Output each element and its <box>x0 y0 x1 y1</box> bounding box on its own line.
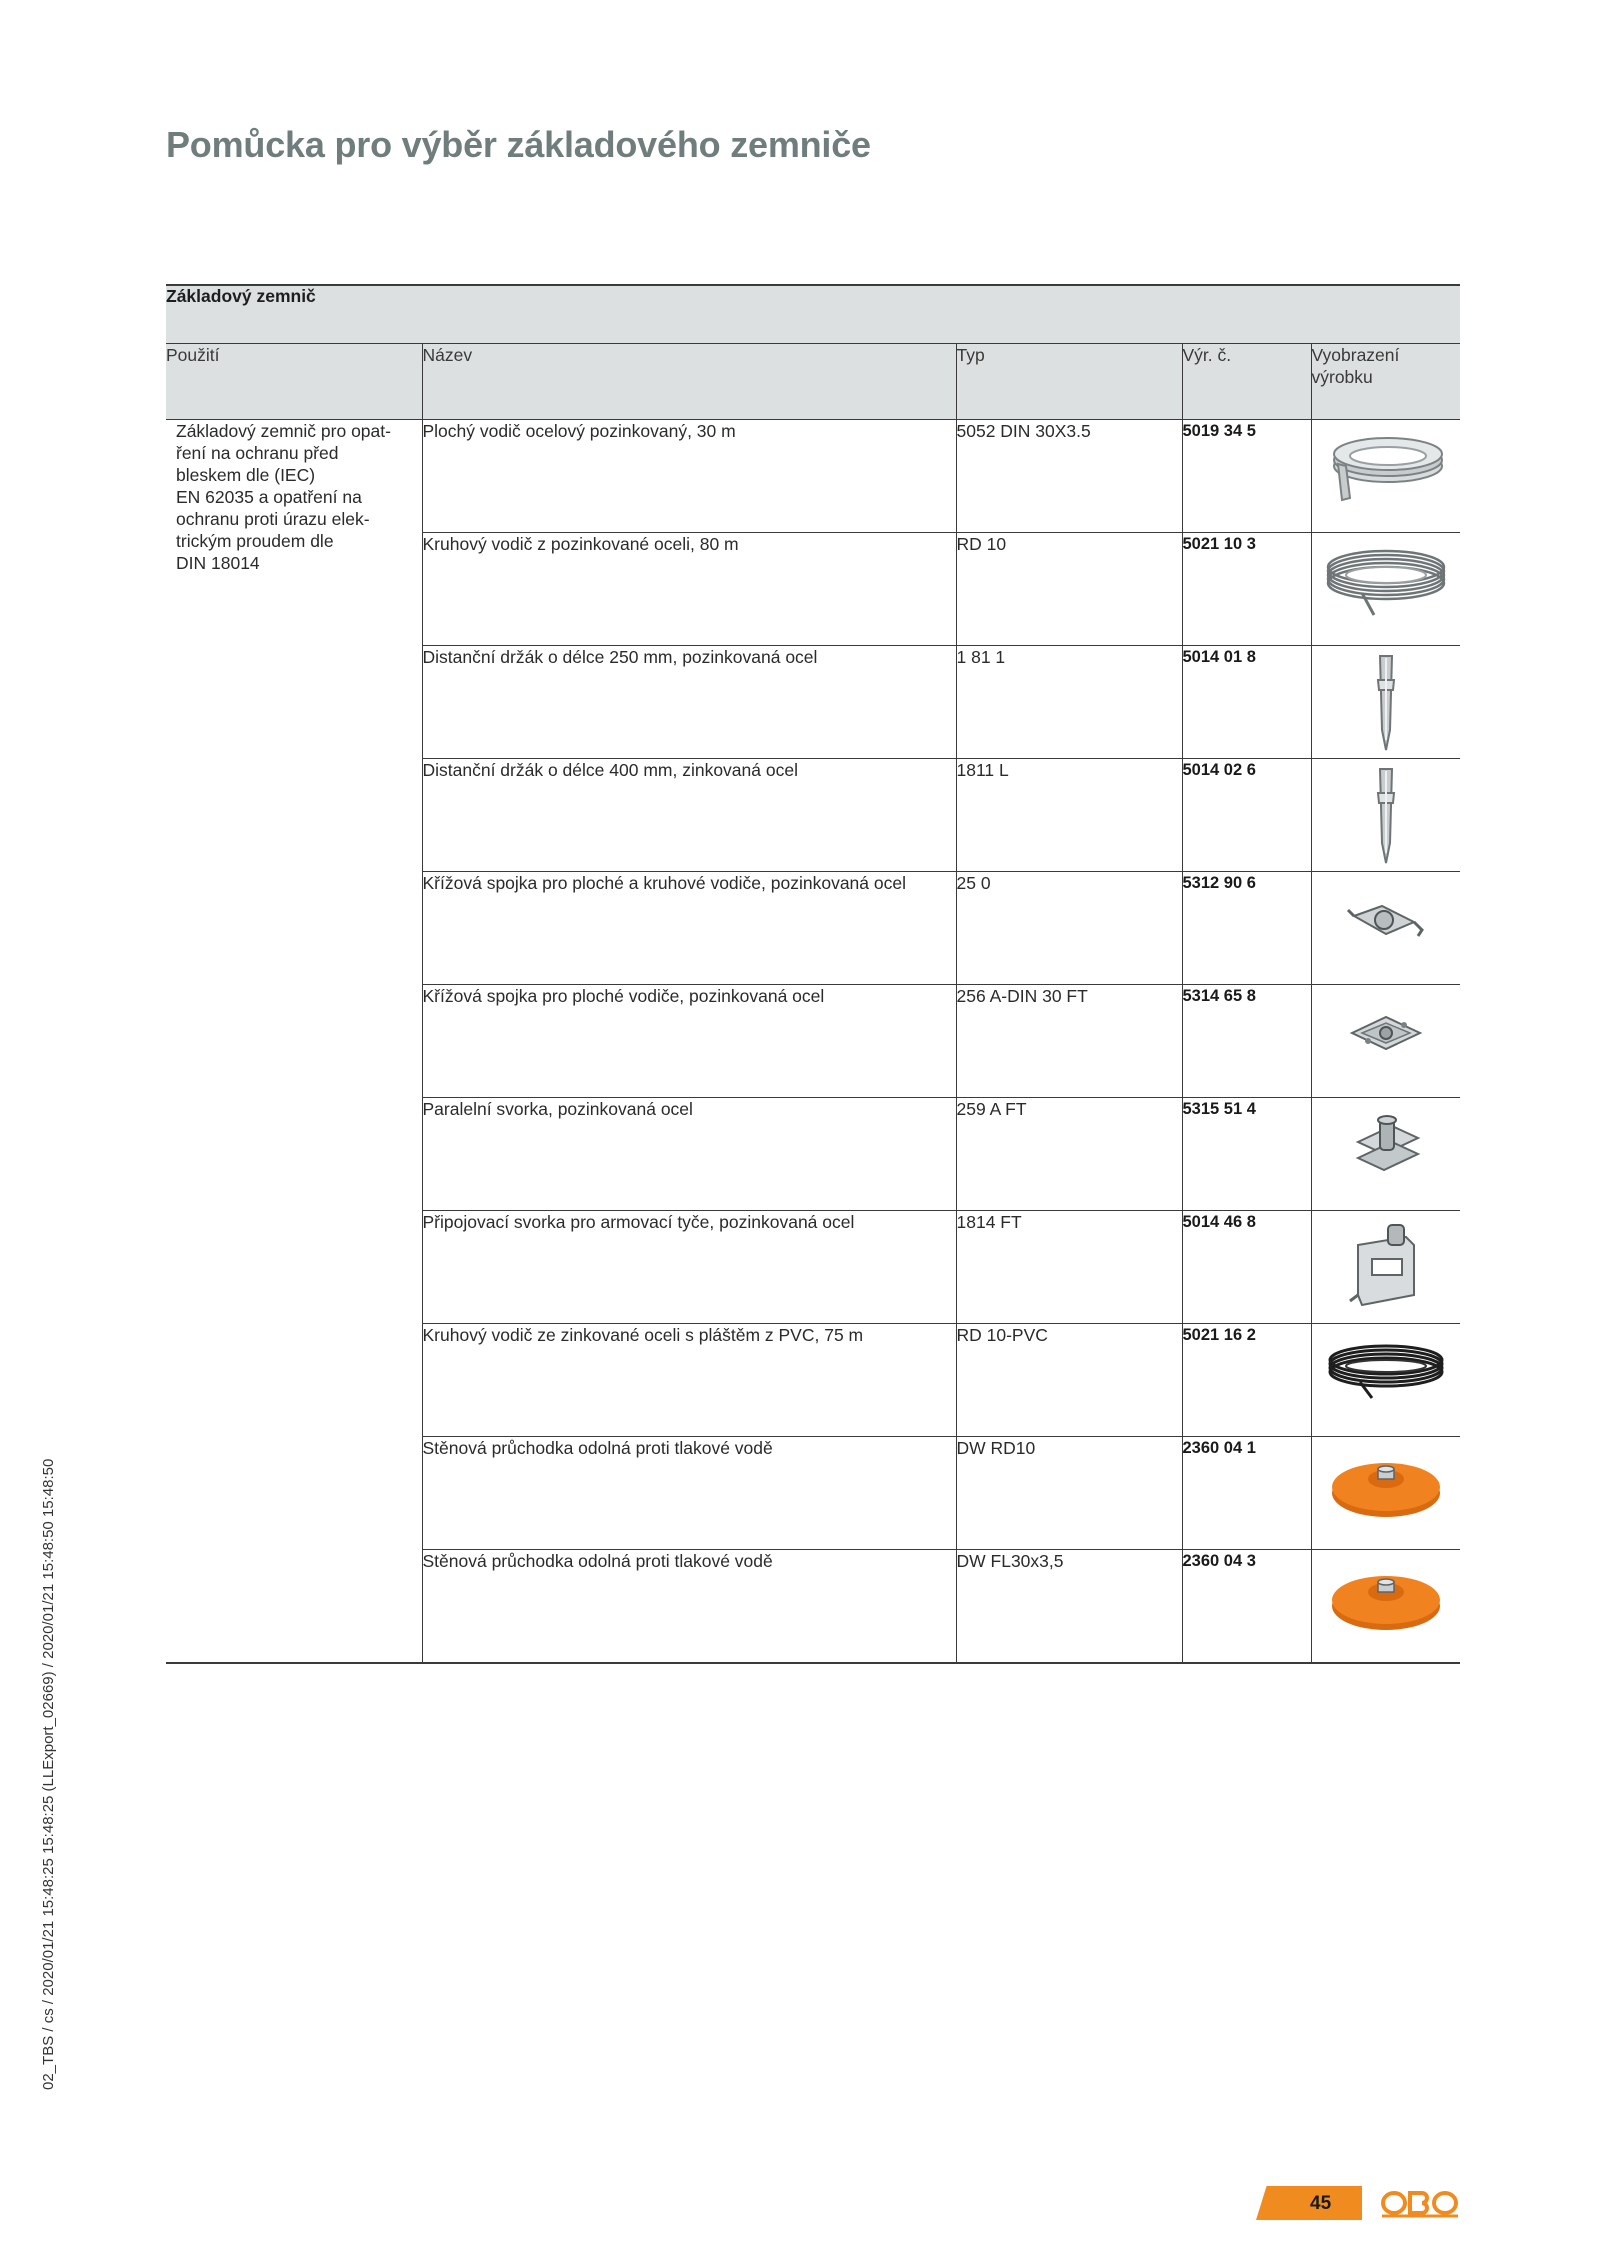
column-header-type: Typ <box>956 343 1182 419</box>
wall-bushing-icon <box>1312 1441 1461 1531</box>
round-wire-coil-icon <box>1312 537 1461 627</box>
product-name-cell: Distanční držák o délce 250 mm, pozinkovaná ocel <box>422 645 956 758</box>
product-code-cell: 5021 16 2 <box>1182 1323 1311 1436</box>
column-header-row <box>166 343 1460 419</box>
page-number-tab <box>1256 2186 1362 2220</box>
flat-conductor-coil-icon <box>1312 424 1461 514</box>
product-table <box>166 284 1460 1663</box>
product-code-cell: 5014 46 8 <box>1182 1210 1311 1323</box>
product-type-cell: 1814 FT <box>956 1210 1182 1323</box>
product-name-cell: Stěnová průchodka odolná proti tlakové vodě <box>422 1436 956 1549</box>
product-name-cell: Kruhový vodič ze zinkované oceli s pláštěm z PVC, 75 m <box>422 1323 956 1436</box>
product-image-cell <box>1311 419 1460 532</box>
flat-cross-connector-icon <box>1312 989 1461 1079</box>
product-image-cell <box>1311 1323 1460 1436</box>
product-image-cell <box>1311 1549 1460 1662</box>
product-name-cell: Křížová spojka pro ploché vodiče, pozinkovaná ocel <box>422 984 956 1097</box>
product-image-cell <box>1311 984 1460 1097</box>
product-image-cell <box>1311 1210 1460 1323</box>
page-number: 45 <box>1310 2193 1332 2214</box>
product-image-cell <box>1311 871 1460 984</box>
export-metadata-note: 02_TBS / cs / 2020/01/21 15:48:25 15:48:25 (LLExport_02669) / 2020/01/21 15:48:50 15:48:50 <box>40 1458 57 2090</box>
spacer-rod-icon <box>1312 650 1461 754</box>
product-type-cell: RD 10-PVC <box>956 1323 1182 1436</box>
product-name-cell: Křížová spojka pro ploché a kruhové vodiče, pozinkovaná ocel <box>422 871 956 984</box>
product-image-cell <box>1311 1097 1460 1210</box>
product-name-cell: Plochý vodič ocelový pozinkovaný, 30 m <box>422 419 956 532</box>
product-type-cell: 1 81 1 <box>956 645 1182 758</box>
product-type-cell: 5052 DIN 30X3.5 <box>956 419 1182 532</box>
spacer-rod-icon <box>1312 763 1461 867</box>
product-type-cell: DW FL30x3,5 <box>956 1549 1182 1662</box>
obo-logo <box>1380 2186 1460 2220</box>
product-type-cell: 256 A-DIN 30 FT <box>956 984 1182 1097</box>
product-type-cell: 25 0 <box>956 871 1182 984</box>
product-type-cell: 1811 L <box>956 758 1182 871</box>
parallel-clamp-icon <box>1312 1102 1461 1192</box>
product-name-cell: Stěnová průchodka odolná proti tlakové vodě <box>422 1549 956 1662</box>
product-code-cell: 5312 90 6 <box>1182 871 1311 984</box>
column-header-usage: Použití <box>166 343 422 419</box>
product-image-cell <box>1311 758 1460 871</box>
product-type-cell: DW RD10 <box>956 1436 1182 1549</box>
product-image-cell <box>1311 1436 1460 1549</box>
table-bottom-rule <box>166 1662 1460 1664</box>
page-title: Pomůcka pro výběr základového zemniče <box>166 124 871 165</box>
product-name-cell: Připojovací svorka pro armovací tyče, pozinkovaná ocel <box>422 1210 956 1323</box>
product-code-cell: 5021 10 3 <box>1182 532 1311 645</box>
section-label: Základový zemnič <box>166 285 1460 343</box>
column-header-code: Výr. č. <box>1182 343 1311 419</box>
product-code-cell: 5315 51 4 <box>1182 1097 1311 1210</box>
product-code-cell: 5014 02 6 <box>1182 758 1311 871</box>
usage-cell: Základový zemnič pro opat- ření na ochranu před bleskem dle (IEC) EN 62035 a opatření na ochranu proti úrazu elek- trickým proudem dle DIN 18014 <box>176 420 391 573</box>
product-name-cell: Paralelní svorka, pozinkovaná ocel <box>422 1097 956 1210</box>
cross-connector-icon <box>1312 876 1461 966</box>
product-name-cell: Distanční držák o délce 400 mm, zinkovaná ocel <box>422 758 956 871</box>
product-code-cell: 2360 04 3 <box>1182 1549 1311 1662</box>
product-code-cell: 5014 01 8 <box>1182 645 1311 758</box>
product-image-cell <box>1311 645 1460 758</box>
section-header-row <box>166 285 1460 343</box>
wall-bushing-icon <box>1312 1554 1461 1644</box>
rebar-clamp-icon <box>1312 1215 1461 1319</box>
column-header-image: Vyobrazení výrobku <box>1311 343 1460 419</box>
product-type-cell: 259 A FT <box>956 1097 1182 1210</box>
product-name-cell: Kruhový vodič z pozinkované oceli, 80 m <box>422 532 956 645</box>
pvc-wire-coil-icon <box>1312 1328 1461 1418</box>
product-code-cell: 5314 65 8 <box>1182 984 1311 1097</box>
product-type-cell: RD 10 <box>956 532 1182 645</box>
product-code-cell: 5019 34 5 <box>1182 419 1311 532</box>
column-header-name: Název <box>422 343 956 419</box>
product-image-cell <box>1311 532 1460 645</box>
table-row <box>166 419 1460 532</box>
product-code-cell: 2360 04 1 <box>1182 1436 1311 1549</box>
